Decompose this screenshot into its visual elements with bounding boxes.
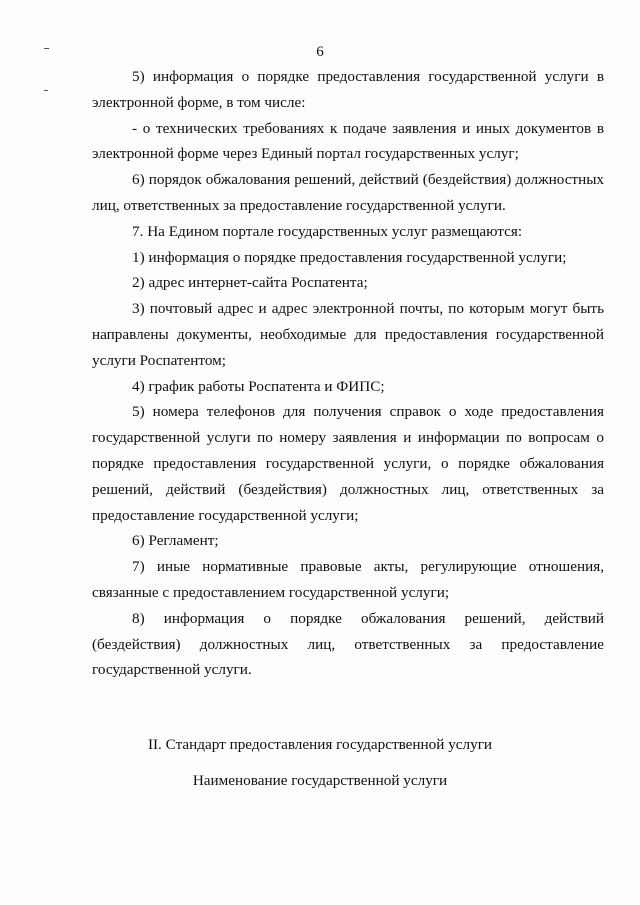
paragraph: 7. На Едином портале государственных услуг размещаются: <box>132 222 523 240</box>
document-body <box>92 64 604 683</box>
paragraph: 2) адрес интернет-сайта Роспатента; <box>132 274 368 292</box>
paragraph: 7) иные нормативные правовые акты, регулирующие отношения, связанные с предоставлением государственной услуги; <box>92 558 604 601</box>
paragraph: 5) номера телефонов для получения справок о ходе предоставления государственной услуги по номеру заявления и информации по вопросам о порядке предоставления государственной услуги, о порядке обжалования решений, действий (бездействия) должностных лиц, ответственных за предоставление государственной услуги; <box>92 403 604 524</box>
paragraph: - о технических требованиях к подаче заявления и иных документов в электронной форме через Единый портал государственных услуг; <box>92 119 604 163</box>
paragraph: 6) порядок обжалования решений, действий (бездействия) должностных лиц, ответственных за предоставление государственной услуги. <box>92 171 604 214</box>
paragraph: 8) информация о порядке обжалования решений, действий (бездействия) должностных лиц, ответственных за предоставление государственной услуги. <box>92 609 604 679</box>
page-number: 6 <box>316 44 324 60</box>
paragraph: 4) график работы Роспатента и ФИПС; <box>132 377 385 395</box>
paragraph: 3) почтовый адрес и адрес электронной почты, по которым могут быть направлены документы, необходимые для предоставления государственной услуги Роспатентом; <box>92 300 604 369</box>
scan-mark <box>44 90 48 91</box>
paragraph: 1) информация о порядке предоставления государственной услуги; <box>132 248 567 266</box>
paragraph: 5) информация о порядке предоставления государственной услуги в электронной форме, в том числе: <box>92 68 604 111</box>
subsection-title: Наименование государственной услуги <box>192 772 448 789</box>
section-title: II. Стандарт предоставления государственной услуги <box>147 736 493 753</box>
paragraph: 6) Регламент; <box>132 532 219 550</box>
